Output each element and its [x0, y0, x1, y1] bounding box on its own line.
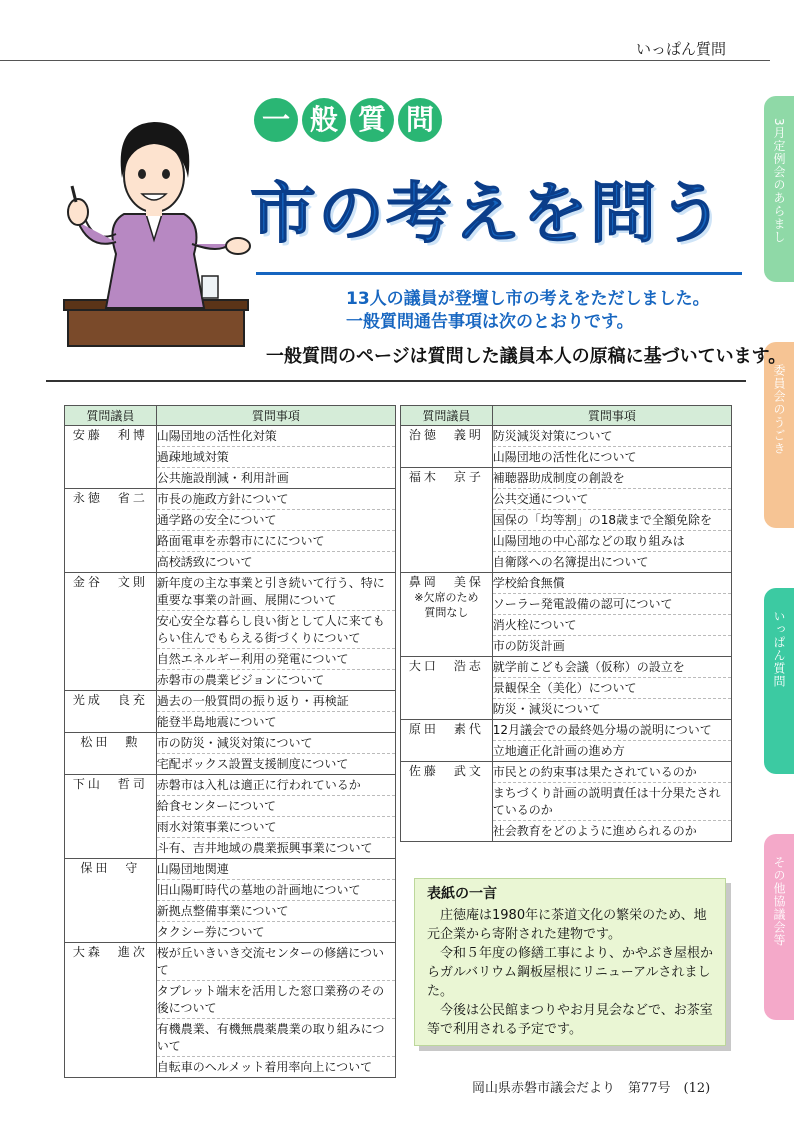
lead-text-1: 13人の議員が登壇し市の考えをただしました。 — [346, 289, 710, 309]
member-cell — [401, 573, 493, 657]
subject-cell — [156, 573, 395, 691]
subject-item: 安心安全な暮らし良い街として人に来てもらい住んでもらえる街づくりについて — [157, 611, 395, 649]
subject-cell — [492, 468, 731, 573]
subject-item: 赤磐市の農業ビジョンについて — [156, 673, 325, 687]
subject-item: 消火栓について — [493, 615, 731, 636]
side-tab-label: 委員会のうごき — [772, 364, 786, 455]
subject-cell — [156, 489, 395, 573]
member-cell — [65, 691, 157, 733]
member-cell — [65, 733, 157, 775]
member-cell — [401, 720, 493, 762]
subject-item: 自転車のヘルメット着用率向上について — [156, 1060, 373, 1074]
footer-publication: 岡山県赤磐市議会だより 第77号 (12) — [472, 1081, 711, 1096]
subject-item: 宅配ボックス設置支援制度について — [156, 757, 349, 771]
table-row — [401, 573, 732, 657]
table-row — [401, 657, 732, 720]
cover-note-title: 表紙の一言 — [427, 886, 497, 902]
subject-item: 立地適正化計画の進め方 — [492, 744, 625, 758]
section-label: いっぱん質問 — [635, 40, 726, 58]
source-note: 一般質問のページは質問した議員本人の原稿に基づいています。 — [266, 346, 787, 367]
subject-cell — [492, 720, 731, 762]
cover-note-paragraph: 庄徳庵は1980年に茶道文化の繁栄のため、地元企業から寄附された建物です。 — [427, 908, 707, 942]
subject-item: 国保の「均等割」の18歳まで全額免除を — [493, 510, 731, 531]
sub-title-char: 般 — [302, 98, 346, 142]
member-cell — [65, 943, 157, 1078]
subject-item: 景観保全（美化）について — [493, 678, 731, 699]
cover-note-paragraph: 令和５年度の修繕工事により、かやぶき屋根からガルバリウム鋼板屋根にリニューアルされました。 — [427, 946, 714, 999]
member-name: 大口 浩志 — [408, 659, 484, 673]
member-name: 佐藤 武文 — [408, 764, 484, 778]
subject-cell — [156, 943, 395, 1078]
subject-cell — [156, 426, 395, 489]
subject-cell — [492, 426, 731, 468]
subject-item: タクシー券について — [156, 925, 265, 939]
member-cell — [65, 775, 157, 859]
member-cell — [65, 859, 157, 943]
section-divider — [46, 380, 746, 382]
member-name: 保田 守 — [80, 861, 141, 875]
member-cell — [65, 426, 157, 489]
sub-title-char: 質 — [350, 98, 394, 142]
table-row — [65, 733, 396, 775]
subject-item: 自然エネルギー利用の発電について — [157, 649, 395, 670]
subject-item: 給食センターについて — [157, 796, 395, 817]
table-row — [401, 426, 732, 468]
member-name: 永徳 省二 — [72, 491, 148, 505]
side-tab-label: 3月定例会のあらまし — [772, 118, 786, 244]
lead-text-2: 一般質問通告事項は次のとおりです。 — [346, 312, 634, 332]
subject-item: 山陽団地の活性化について — [492, 450, 637, 464]
subject-item: 防災・減災について — [492, 702, 601, 716]
subject-item: 市の防災計画 — [492, 639, 565, 653]
member-name: 大森 進次 — [72, 945, 148, 959]
member-note: ※欠席のため 質問なし — [414, 591, 479, 619]
column-header-member: 質問議員 — [65, 406, 157, 426]
subject-item: 補聴器助成制度の創設を — [493, 468, 731, 489]
subject-item: 新拠点整備事業について — [157, 901, 395, 922]
subject-item: 社会教育をどのように進められるのか — [492, 824, 697, 838]
cover-note-box — [414, 878, 726, 1046]
header-divider — [0, 60, 770, 61]
member-name: 安藤 利博 — [72, 428, 148, 442]
subject-cell — [156, 859, 395, 943]
member-name: 鼻岡 美保 — [408, 575, 484, 589]
cover-note-paragraph: 今後は公民館まつりやお月見会などで、お茶室等で利用される予定です。 — [427, 1003, 713, 1037]
subject-item: 山陽団地の活性化対策 — [157, 426, 395, 447]
member-cell — [65, 489, 157, 573]
member-cell — [401, 426, 493, 468]
sub-title-char: 一 — [254, 98, 298, 142]
subject-cell — [156, 775, 395, 859]
title-underline — [256, 272, 742, 275]
subject-cell — [156, 733, 395, 775]
subject-item: 過去の一般質問の振り返り・再検証 — [157, 691, 395, 712]
subject-item: 学校給食無償 — [493, 573, 731, 594]
table-row — [401, 762, 732, 842]
subject-item: 旧山陽町時代の墓地の計画地について — [157, 880, 395, 901]
subject-cell — [492, 657, 731, 720]
subject-item: タブレット端末を活用した窓口業務のその後について — [157, 981, 395, 1019]
subject-cell — [492, 573, 731, 657]
member-name: 福木 京子 — [408, 470, 484, 484]
table-row — [401, 720, 732, 762]
sub-title-badges — [254, 98, 442, 142]
member-name: 原田 素代 — [408, 722, 484, 736]
subject-item: 過疎地域対策 — [157, 447, 395, 468]
subject-item: ソーラー発電設備の認可について — [493, 594, 731, 615]
subject-item: 斗有、吉井地域の農業振興事業について — [156, 841, 373, 855]
sub-title-char: 問 — [398, 98, 442, 142]
side-tab-label: いっぱん質問 — [772, 610, 786, 688]
column-header-subject: 質問事項 — [156, 406, 395, 426]
table-row — [401, 468, 732, 573]
subject-item: 市長の施政方針について — [157, 489, 395, 510]
page-title: 市の考えを問う — [250, 175, 726, 252]
subject-cell — [492, 762, 731, 842]
member-name: 光成 良充 — [72, 693, 148, 707]
member-cell — [401, 762, 493, 842]
question-table-right — [400, 405, 732, 842]
question-table-left — [64, 405, 396, 1078]
side-tab-iinkai[interactable] — [764, 342, 794, 528]
member-name: 金谷 文則 — [72, 575, 148, 589]
subject-item: 桜が丘いきいき交流センターの修繕について — [157, 943, 395, 981]
member-cell — [401, 657, 493, 720]
subject-item: 12月議会での最終処分場の説明について — [493, 720, 731, 741]
subject-item: 山陽団地関連 — [157, 859, 395, 880]
side-tab-sonota[interactable] — [764, 834, 794, 1020]
subject-item: 通学路の安全について — [157, 510, 395, 531]
subject-item: 山陽団地の中心部などの取り組みは — [493, 531, 731, 552]
table-row — [65, 573, 396, 691]
member-cell — [401, 468, 493, 573]
table-row — [65, 859, 396, 943]
subject-cell — [156, 691, 395, 733]
side-tab-arashi[interactable] — [764, 96, 794, 282]
subject-item: 新年度の主な事業と引き続いて行う、特に重要な事業の計画、展開について — [157, 573, 395, 611]
subject-item: 公共施設削減・利用計画 — [156, 471, 289, 485]
member-name: 治徳 義明 — [408, 428, 484, 442]
table-row — [65, 489, 396, 573]
subject-item: 有機農業、有機無農薬農業の取り組みについて — [157, 1019, 395, 1057]
side-tab-ippan[interactable] — [764, 588, 794, 774]
subject-item: まちづくり計画の説明責任は十分果たされているのか — [493, 783, 731, 821]
member-cell — [65, 573, 157, 691]
subject-item: 自衛隊への名簿提出について — [492, 555, 649, 569]
subject-item: 路面電車を赤磐市ににについて — [157, 531, 395, 552]
table-row — [65, 775, 396, 859]
table-row — [65, 691, 396, 733]
subject-item: 市民との約束事は果たされているのか — [493, 762, 731, 783]
member-name: 下山 哲司 — [72, 777, 148, 791]
subject-item: 就学前こども会議（仮称）の設立を — [493, 657, 731, 678]
subject-item: 公共交通について — [493, 489, 731, 510]
subject-item: 防災減災対策について — [493, 426, 731, 447]
column-header-member: 質問議員 — [401, 406, 493, 426]
side-tab-label: その他協議会等 — [772, 856, 786, 947]
table-row — [65, 426, 396, 489]
column-header-subject: 質問事項 — [492, 406, 731, 426]
speaker-illustration — [54, 94, 254, 354]
subject-item: 雨水対策事業について — [157, 817, 395, 838]
subject-item: 市の防災・減災対策について — [157, 733, 395, 754]
subject-item: 能登半島地震について — [156, 715, 277, 729]
member-name: 松田 勲 — [80, 735, 141, 749]
table-row — [65, 943, 396, 1078]
subject-item: 高校誘致について — [156, 555, 253, 569]
subject-item: 赤磐市は入札は適正に行われているか — [157, 775, 395, 796]
